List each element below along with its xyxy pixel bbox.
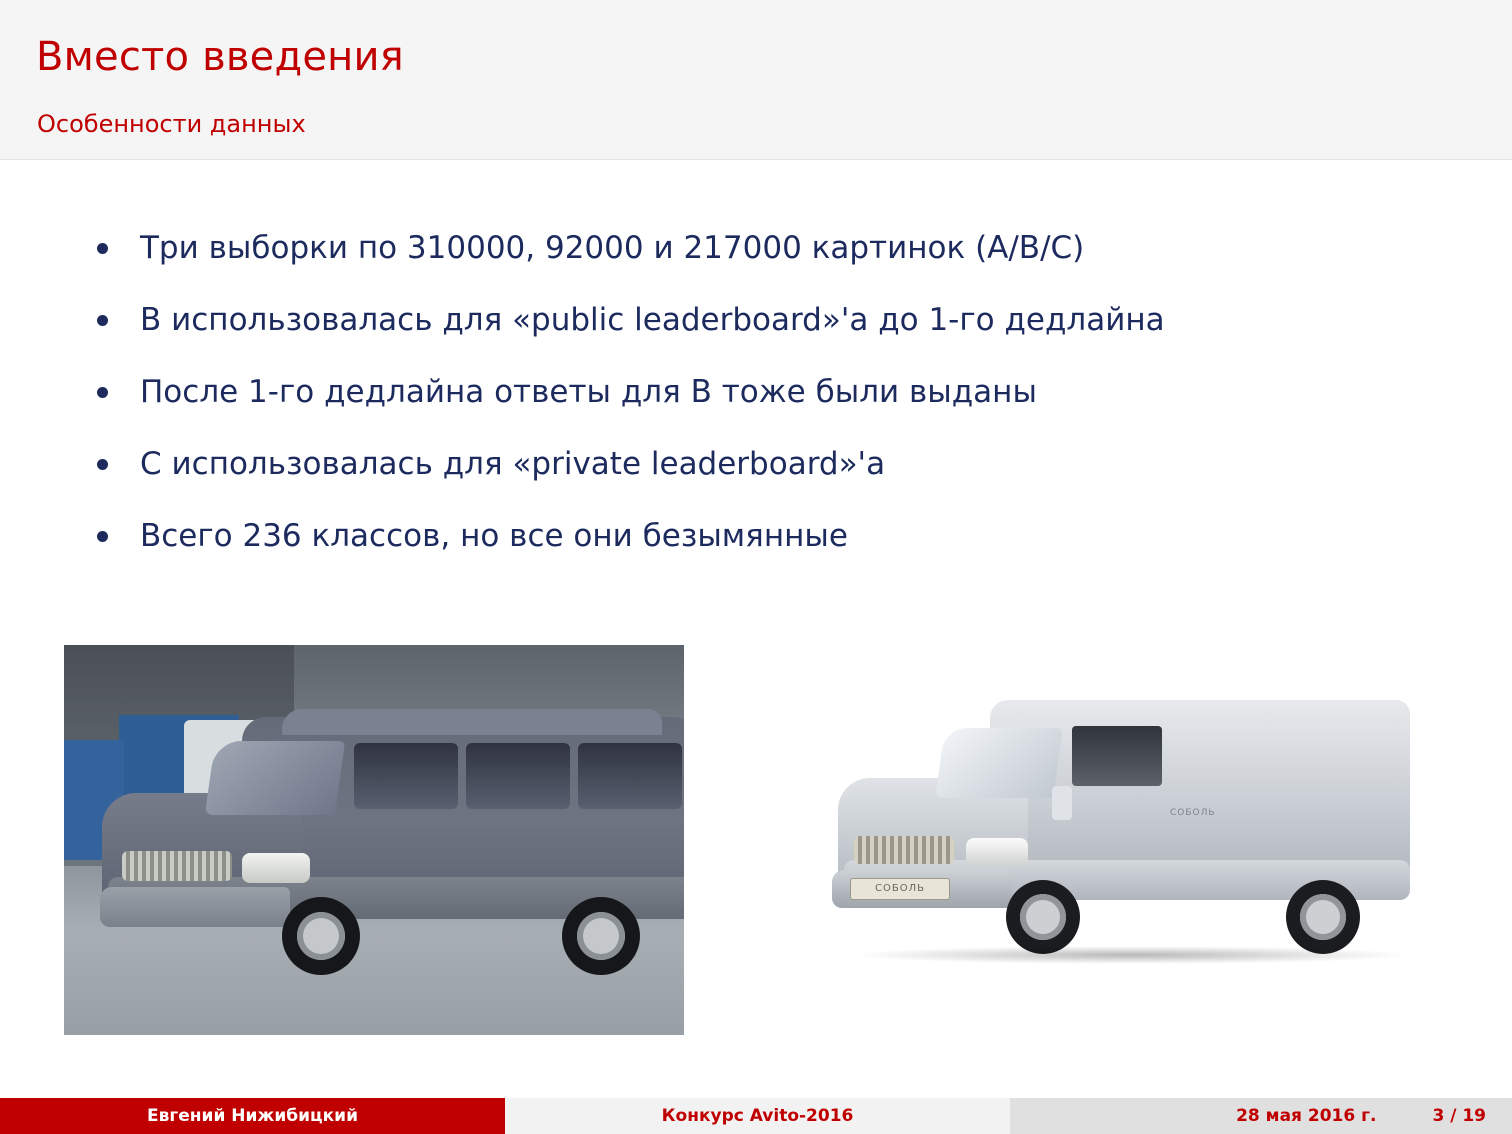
page-subtitle: Особенности данных bbox=[37, 110, 306, 138]
van-windshield bbox=[935, 728, 1063, 798]
van-headlight bbox=[242, 853, 310, 883]
bullet-dot-icon bbox=[97, 459, 108, 470]
list-item bbox=[0, 374, 1512, 410]
list-item-text: Всего 236 классов, но все они безымянные bbox=[140, 518, 848, 554]
van-shadow bbox=[850, 946, 1410, 964]
image-row bbox=[0, 640, 1512, 1040]
bullet-dot-icon bbox=[97, 531, 108, 542]
van-window bbox=[466, 743, 570, 809]
footer-page-number: 3 / 19 bbox=[1432, 1106, 1486, 1126]
photo-dark-van bbox=[64, 645, 684, 1035]
footer-event: Конкурс Avito-2016 bbox=[505, 1098, 1010, 1134]
van-wheel bbox=[562, 897, 640, 975]
silver-van-illustration bbox=[820, 690, 1420, 990]
van-wheel bbox=[1286, 880, 1360, 954]
van-window bbox=[578, 743, 682, 809]
van-wheel bbox=[1006, 880, 1080, 954]
slide-content bbox=[0, 160, 1512, 590]
dark-van-illustration bbox=[92, 701, 684, 941]
list-item bbox=[0, 518, 1512, 554]
van-bumper bbox=[100, 887, 290, 927]
bullet-dot-icon bbox=[97, 387, 108, 398]
van-mirror bbox=[1052, 786, 1072, 820]
list-item-text: C использовалась для «private leaderboard»'а bbox=[140, 446, 886, 482]
van-headlight bbox=[966, 838, 1028, 866]
van-window bbox=[1072, 726, 1162, 786]
slide-footer bbox=[0, 1098, 1512, 1134]
van-wheel bbox=[282, 897, 360, 975]
bullet-dot-icon bbox=[97, 243, 108, 254]
footer-right bbox=[1010, 1098, 1512, 1134]
photo-silver-van bbox=[800, 650, 1440, 1030]
list-item bbox=[0, 230, 1512, 266]
van-windshield bbox=[205, 741, 345, 815]
van-window bbox=[354, 743, 458, 809]
bullet-list bbox=[0, 230, 1512, 554]
van-grille bbox=[854, 836, 954, 864]
list-item-text: B использовалась для «public leaderboard»'а до 1-го дедлайна bbox=[140, 302, 1165, 338]
van-badge: СОБОЛЬ bbox=[1170, 808, 1216, 818]
footer-author: Евгений Нижибицкий bbox=[0, 1098, 505, 1134]
page-title: Вместо введения bbox=[36, 34, 404, 80]
list-item-text: После 1-го дедлайна ответы для B тоже были выданы bbox=[140, 374, 1037, 410]
list-item bbox=[0, 446, 1512, 482]
list-item bbox=[0, 302, 1512, 338]
footer-date: 28 мая 2016 г. bbox=[1236, 1106, 1377, 1126]
slide-header bbox=[0, 0, 1512, 160]
van-grille bbox=[122, 851, 232, 881]
van-license-plate: СОБОЛЬ bbox=[850, 878, 950, 900]
bullet-dot-icon bbox=[97, 315, 108, 326]
list-item-text: Три выборки по 310000, 92000 и 217000 картинок (A/B/C) bbox=[140, 230, 1085, 266]
van-roof bbox=[282, 709, 662, 735]
